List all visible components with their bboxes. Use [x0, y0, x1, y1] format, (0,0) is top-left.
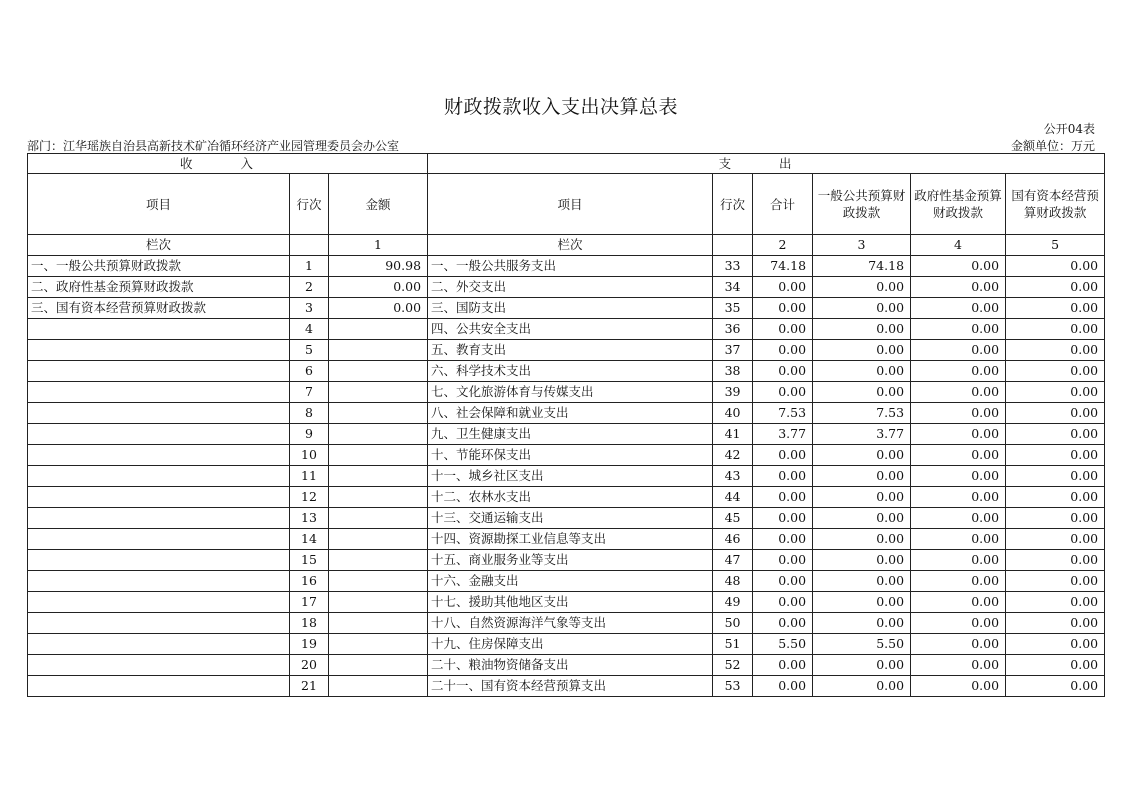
total-amount: 0.00	[753, 382, 813, 403]
expense-row-no: 34	[713, 277, 753, 298]
table-row	[28, 466, 1105, 487]
expense-item: 四、公共安全支出	[428, 319, 713, 340]
department-label: 部门：江华瑶族自治县高新技术矿冶循环经济产业园管理委员会办公室	[27, 139, 400, 153]
table-row	[28, 634, 1105, 655]
income-row-no: 13	[290, 508, 329, 529]
expense-row-no: 33	[713, 256, 753, 277]
expense-item: 十一、城乡社区支出	[428, 466, 713, 487]
column-index-3: 3	[813, 235, 911, 256]
total-amount: 0.00	[753, 613, 813, 634]
general-budget-amount: 0.00	[813, 382, 911, 403]
expense-row-no: 48	[713, 571, 753, 592]
income-amount	[329, 571, 428, 592]
fund-budget-amount: 0.00	[911, 424, 1006, 445]
state-capital-amount: 0.00	[1006, 361, 1105, 382]
expense-item: 二十一、国有资本经营预算支出	[428, 676, 713, 697]
table-row	[28, 445, 1105, 466]
page-title: 财政拨款收入支出决算总表	[443, 96, 678, 118]
general-budget-amount: 0.00	[813, 676, 911, 697]
income-item: 三、国有资本经营预算财政拨款	[28, 298, 290, 319]
state-capital-amount: 0.00	[1006, 676, 1105, 697]
income-row-no: 8	[290, 403, 329, 424]
fund-budget-amount: 0.00	[911, 634, 1006, 655]
table-row	[28, 298, 1105, 319]
income-amount: 0.00	[329, 298, 428, 319]
income-amount	[329, 655, 428, 676]
fund-budget-amount: 0.00	[911, 487, 1006, 508]
general-budget-amount: 0.00	[813, 298, 911, 319]
expense-row-no: 39	[713, 382, 753, 403]
income-item	[28, 445, 290, 466]
general-budget-amount: 5.50	[813, 634, 911, 655]
income-item: 一、一般公共预算财政拨款	[28, 256, 290, 277]
income-amount	[329, 529, 428, 550]
budget-table	[27, 153, 1105, 697]
total-amount: 0.00	[753, 340, 813, 361]
fund-budget-amount: 0.00	[911, 466, 1006, 487]
general-budget-amount: 0.00	[813, 277, 911, 298]
income-item	[28, 340, 290, 361]
income-row-no: 9	[290, 424, 329, 445]
state-capital-amount: 0.00	[1006, 655, 1105, 676]
state-capital-amount: 0.00	[1006, 277, 1105, 298]
fund-budget-amount: 0.00	[911, 403, 1006, 424]
state-capital-amount: 0.00	[1006, 529, 1105, 550]
income-amount	[329, 466, 428, 487]
state-capital-amount: 0.00	[1006, 319, 1105, 340]
income-row-no: 6	[290, 361, 329, 382]
table-row	[28, 487, 1105, 508]
expense-item: 十二、农林水支出	[428, 487, 713, 508]
state-capital-amount: 0.00	[1006, 592, 1105, 613]
expense-row-no: 41	[713, 424, 753, 445]
total-amount: 0.00	[753, 508, 813, 529]
fund-budget-amount: 0.00	[911, 613, 1006, 634]
state-capital-amount: 0.00	[1006, 340, 1105, 361]
general-budget-amount: 0.00	[813, 613, 911, 634]
income-item	[28, 466, 290, 487]
income-row-no: 1	[290, 256, 329, 277]
expense-item: 十六、金融支出	[428, 571, 713, 592]
income-item	[28, 424, 290, 445]
general-budget-amount: 0.00	[813, 550, 911, 571]
expense-item: 十九、住房保障支出	[428, 634, 713, 655]
income-item	[28, 676, 290, 697]
total-amount: 7.53	[753, 403, 813, 424]
fund-budget-amount: 0.00	[911, 529, 1006, 550]
income-amount	[329, 550, 428, 571]
fund-budget-header: 政府性基金预算财政拨款	[911, 174, 1006, 235]
state-capital-header: 国有资本经营预算财政拨款	[1006, 174, 1105, 235]
income-amount	[329, 361, 428, 382]
expense-item: 二十、粮油物资储备支出	[428, 655, 713, 676]
general-budget-amount: 7.53	[813, 403, 911, 424]
table-row	[28, 508, 1105, 529]
expense-item-header: 项目	[428, 174, 713, 235]
total-amount: 0.00	[753, 676, 813, 697]
income-amount	[329, 676, 428, 697]
income-item	[28, 361, 290, 382]
state-capital-amount: 0.00	[1006, 403, 1105, 424]
income-amount: 90.98	[329, 256, 428, 277]
income-amount	[329, 340, 428, 361]
income-item	[28, 655, 290, 676]
state-capital-amount: 0.00	[1006, 298, 1105, 319]
income-row-no-header: 行次	[290, 174, 329, 235]
total-amount: 0.00	[753, 487, 813, 508]
general-budget-amount: 3.77	[813, 424, 911, 445]
income-row-no: 15	[290, 550, 329, 571]
table-row	[28, 340, 1105, 361]
table-row	[28, 403, 1105, 424]
general-budget-amount: 0.00	[813, 319, 911, 340]
state-capital-amount: 0.00	[1006, 445, 1105, 466]
general-budget-amount: 0.00	[813, 529, 911, 550]
general-budget-amount: 0.00	[813, 445, 911, 466]
income-row-no: 14	[290, 529, 329, 550]
income-row-no: 3	[290, 298, 329, 319]
general-budget-amount: 0.00	[813, 361, 911, 382]
table-row	[28, 256, 1105, 277]
table-row	[28, 592, 1105, 613]
column-index-blank-2	[713, 235, 753, 256]
expense-item: 三、国防支出	[428, 298, 713, 319]
income-item	[28, 592, 290, 613]
total-amount: 0.00	[753, 298, 813, 319]
income-item	[28, 613, 290, 634]
total-amount: 0.00	[753, 592, 813, 613]
general-budget-amount: 0.00	[813, 466, 911, 487]
table-row	[28, 676, 1105, 697]
total-amount: 0.00	[753, 655, 813, 676]
income-header: 收 入	[28, 154, 428, 174]
expense-item: 十三、交通运输支出	[428, 508, 713, 529]
expense-row-no: 36	[713, 319, 753, 340]
fund-budget-amount: 0.00	[911, 676, 1006, 697]
income-amount	[329, 445, 428, 466]
expense-item: 九、卫生健康支出	[428, 424, 713, 445]
income-item	[28, 550, 290, 571]
income-amount	[329, 403, 428, 424]
income-row-no: 17	[290, 592, 329, 613]
general-budget-amount: 74.18	[813, 256, 911, 277]
income-item	[28, 319, 290, 340]
fund-budget-amount: 0.00	[911, 445, 1006, 466]
total-amount: 0.00	[753, 466, 813, 487]
income-amount: 0.00	[329, 277, 428, 298]
income-item	[28, 571, 290, 592]
expense-row-no: 52	[713, 655, 753, 676]
fund-budget-amount: 0.00	[911, 571, 1006, 592]
table-row	[28, 655, 1105, 676]
column-index-2: 2	[753, 235, 813, 256]
table-row	[28, 361, 1105, 382]
total-amount: 5.50	[753, 634, 813, 655]
fund-budget-amount: 0.00	[911, 361, 1006, 382]
income-item-header: 项目	[28, 174, 290, 235]
income-row-no: 4	[290, 319, 329, 340]
expense-item: 十、节能环保支出	[428, 445, 713, 466]
state-capital-amount: 0.00	[1006, 550, 1105, 571]
income-amount	[329, 382, 428, 403]
income-row-no: 10	[290, 445, 329, 466]
income-row-no: 11	[290, 466, 329, 487]
general-budget-header: 一般公共预算财政拨款	[813, 174, 911, 235]
income-amount	[329, 592, 428, 613]
fund-budget-amount: 0.00	[911, 592, 1006, 613]
expense-item: 十七、援助其他地区支出	[428, 592, 713, 613]
table-row	[28, 529, 1105, 550]
fund-budget-amount: 0.00	[911, 256, 1006, 277]
expense-item: 八、社会保障和就业支出	[428, 403, 713, 424]
column-index-blank	[290, 235, 329, 256]
income-row-no: 19	[290, 634, 329, 655]
expense-row-no: 53	[713, 676, 753, 697]
expense-item: 五、教育支出	[428, 340, 713, 361]
general-budget-amount: 0.00	[813, 571, 911, 592]
income-item	[28, 487, 290, 508]
expense-row-no: 37	[713, 340, 753, 361]
table-row	[28, 571, 1105, 592]
total-amount: 0.00	[753, 445, 813, 466]
table-row	[28, 550, 1105, 571]
income-item	[28, 382, 290, 403]
form-number: 公开04表	[1043, 122, 1095, 136]
expense-row-no: 43	[713, 466, 753, 487]
expense-item: 十八、自然资源海洋气象等支出	[428, 613, 713, 634]
total-amount: 3.77	[753, 424, 813, 445]
expense-row-no: 38	[713, 361, 753, 382]
income-row-no: 18	[290, 613, 329, 634]
state-capital-amount: 0.00	[1006, 487, 1105, 508]
income-row-no: 16	[290, 571, 329, 592]
fund-budget-amount: 0.00	[911, 550, 1006, 571]
state-capital-amount: 0.00	[1006, 466, 1105, 487]
expense-item: 一、一般公共服务支出	[428, 256, 713, 277]
table-row	[28, 424, 1105, 445]
income-row-no: 5	[290, 340, 329, 361]
income-item	[28, 508, 290, 529]
total-amount: 74.18	[753, 256, 813, 277]
expense-row-no-header: 行次	[713, 174, 753, 235]
income-row-no: 2	[290, 277, 329, 298]
general-budget-amount: 0.00	[813, 655, 911, 676]
state-capital-amount: 0.00	[1006, 256, 1105, 277]
income-amount	[329, 319, 428, 340]
expense-row-no: 46	[713, 529, 753, 550]
income-amount	[329, 508, 428, 529]
state-capital-amount: 0.00	[1006, 613, 1105, 634]
total-amount: 0.00	[753, 571, 813, 592]
income-amount-header: 金额	[329, 174, 428, 235]
total-amount: 0.00	[753, 277, 813, 298]
expense-row-no: 44	[713, 487, 753, 508]
income-amount	[329, 613, 428, 634]
fund-budget-amount: 0.00	[911, 319, 1006, 340]
income-row-no: 7	[290, 382, 329, 403]
table-row	[28, 319, 1105, 340]
table-row	[28, 277, 1105, 298]
state-capital-amount: 0.00	[1006, 508, 1105, 529]
general-budget-amount: 0.00	[813, 508, 911, 529]
table-row	[28, 382, 1105, 403]
expense-row-no: 42	[713, 445, 753, 466]
total-amount: 0.00	[753, 550, 813, 571]
column-index-4: 4	[911, 235, 1006, 256]
general-budget-amount: 0.00	[813, 340, 911, 361]
fund-budget-amount: 0.00	[911, 382, 1006, 403]
column-index-label: 栏次	[28, 235, 290, 256]
column-index-1: 1	[329, 235, 428, 256]
total-amount: 0.00	[753, 361, 813, 382]
total-amount: 0.00	[753, 319, 813, 340]
fund-budget-amount: 0.00	[911, 298, 1006, 319]
state-capital-amount: 0.00	[1006, 382, 1105, 403]
expense-row-no: 47	[713, 550, 753, 571]
income-amount	[329, 487, 428, 508]
income-item	[28, 403, 290, 424]
unit-label: 金额单位：万元	[1010, 139, 1095, 153]
expense-item: 二、外交支出	[428, 277, 713, 298]
state-capital-amount: 0.00	[1006, 571, 1105, 592]
total-header: 合计	[753, 174, 813, 235]
expense-row-no: 35	[713, 298, 753, 319]
state-capital-amount: 0.00	[1006, 634, 1105, 655]
expense-item: 七、文化旅游体育与传媒支出	[428, 382, 713, 403]
table-row	[28, 613, 1105, 634]
expense-row-no: 50	[713, 613, 753, 634]
expense-row-no: 49	[713, 592, 753, 613]
income-item: 二、政府性基金预算财政拨款	[28, 277, 290, 298]
fund-budget-amount: 0.00	[911, 277, 1006, 298]
expense-item: 十四、资源勘探工业信息等支出	[428, 529, 713, 550]
expense-header: 支 出	[428, 154, 1105, 174]
income-item	[28, 634, 290, 655]
expense-row-no: 40	[713, 403, 753, 424]
expense-row-no: 45	[713, 508, 753, 529]
expense-item: 十五、商业服务业等支出	[428, 550, 713, 571]
income-amount	[329, 424, 428, 445]
income-item	[28, 529, 290, 550]
income-row-no: 12	[290, 487, 329, 508]
column-index-5: 5	[1006, 235, 1105, 256]
fund-budget-amount: 0.00	[911, 655, 1006, 676]
expense-row-no: 51	[713, 634, 753, 655]
expense-item: 六、科学技术支出	[428, 361, 713, 382]
fund-budget-amount: 0.00	[911, 340, 1006, 361]
state-capital-amount: 0.00	[1006, 424, 1105, 445]
column-index-label-2: 栏次	[428, 235, 713, 256]
total-amount: 0.00	[753, 529, 813, 550]
income-row-no: 21	[290, 676, 329, 697]
fund-budget-amount: 0.00	[911, 508, 1006, 529]
general-budget-amount: 0.00	[813, 592, 911, 613]
general-budget-amount: 0.00	[813, 487, 911, 508]
income-amount	[329, 634, 428, 655]
income-row-no: 20	[290, 655, 329, 676]
